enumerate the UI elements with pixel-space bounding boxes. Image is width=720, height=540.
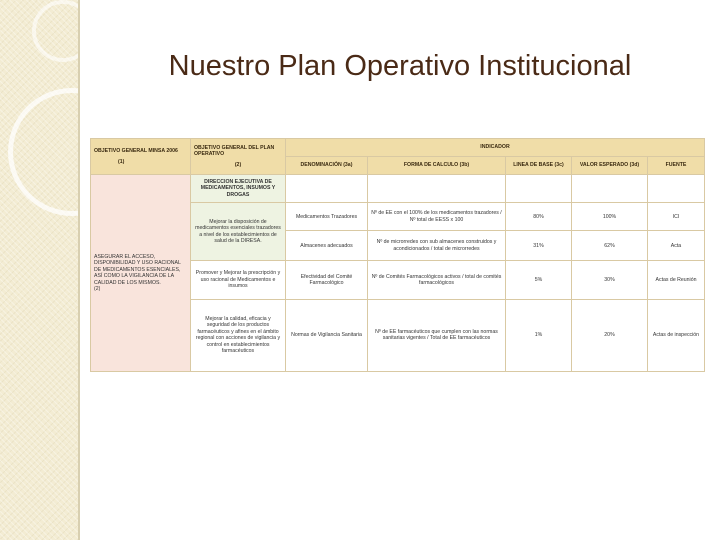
denominacion-cell: Normas de Vigilancia Sanitaria [286, 299, 368, 371]
linea-base-cell: 5% [506, 261, 572, 299]
forma-cell: Nº de microrredes con sub almacenes construidos y acondicionados / total de microrredes [368, 231, 506, 261]
empty-cell [368, 175, 506, 203]
general-objective-cell [91, 175, 191, 372]
decorative-ring-small [32, 0, 94, 62]
section-label-cell: DIRECCION EJECUTIVA DE MEDICAMENTOS, INSUMOS Y DROGAS [191, 175, 286, 203]
valor-esperado-cell: 30% [572, 261, 648, 299]
empty-cell [286, 175, 368, 203]
fuente-cell: ICI [648, 203, 705, 231]
forma-cell: Nº de EE con el 100% de los medicamentos trazadores / Nº total de EESS x 100 [368, 203, 506, 231]
denominacion-cell: Medicamentos Trazadores [286, 203, 368, 231]
header-objetivo-plan [191, 139, 286, 175]
objective-cell: Promover y Mejorar la prescripción y uso racional de Medicamentos e insumos [191, 261, 286, 299]
general-objective-text: ASEGURAR EL ACCESO, DISPONIBILIDAD Y USO RACIONAL DE MEDICAMENTOS ESENCIALES, ASÍ COMO LA VIGILANCIA DE LA CALIDAD DE LOS MISMOS. [94, 253, 181, 286]
header-objetivo-minsa-num: (1) [118, 158, 125, 165]
decorative-side-strip [0, 0, 78, 540]
table-row [91, 175, 705, 203]
linea-base-cell: 1% [506, 299, 572, 371]
fuente-cell: Acta [648, 231, 705, 261]
empty-cell [572, 175, 648, 203]
header-indicador: INDICADOR [286, 139, 705, 157]
header-linea-base: LINEA DE BASE (3c) [506, 157, 572, 175]
valor-esperado-cell: 62% [572, 231, 648, 261]
header-forma-calculo: FORMA DE CALCULO (3b) [368, 157, 506, 175]
empty-cell [506, 175, 572, 203]
forma-cell: Nº de EE farmacéuticos que cumplen con las normas sanitarias vigentes / Total de EE farmacéuticos [368, 299, 506, 371]
general-objective-num: (2) [94, 286, 101, 293]
empty-cell [648, 175, 705, 203]
forma-cell: Nº de Comités Farmacológicos activos / total de comités farmacológicos [368, 261, 506, 299]
fuente-cell: Actas de Reunión [648, 261, 705, 299]
denominacion-cell: Efectividad del Comité Farmacológico [286, 261, 368, 299]
valor-esperado-cell: 20% [572, 299, 648, 371]
header-fuente: FUENTE [648, 157, 705, 175]
denominacion-cell: Almacenes adecuados [286, 231, 368, 261]
fuente-cell: Actas de inspección [648, 299, 705, 371]
operational-plan-table [90, 138, 705, 372]
objective-cell: Mejorar la disposición de medicamentos esenciales trazadores a nivel de los establecimientos de salud de la DIRESA. [191, 203, 286, 261]
linea-base-cell: 31% [506, 231, 572, 261]
header-denominacion: DENOMINACIÓN (3a) [286, 157, 368, 175]
objective-cell: Mejorar la calidad, eficacia y seguridad de los productos farmacéuticos y afines en el ámbito regional con acciones de vigilancia y control en establecimientos farmacéuticos [191, 299, 286, 371]
valor-esperado-cell: 100% [572, 203, 648, 231]
side-divider [78, 0, 80, 540]
linea-base-cell: 80% [506, 203, 572, 231]
header-valor-esperado: VALOR ESPERADO (3d) [572, 157, 648, 175]
header-objetivo-minsa-label: OBJETIVO GENERAL MINSA 2006 [94, 148, 178, 155]
header-objetivo-plan-label: OBJETIVO GENERAL DEL PLAN OPERATIVO [194, 144, 275, 158]
header-objetivo-plan-num: (2) [234, 161, 242, 168]
slide-title: Nuestro Plan Operativo Institucional [168, 50, 632, 82]
table-header-row [91, 139, 705, 157]
header-objetivo-minsa [91, 139, 191, 175]
